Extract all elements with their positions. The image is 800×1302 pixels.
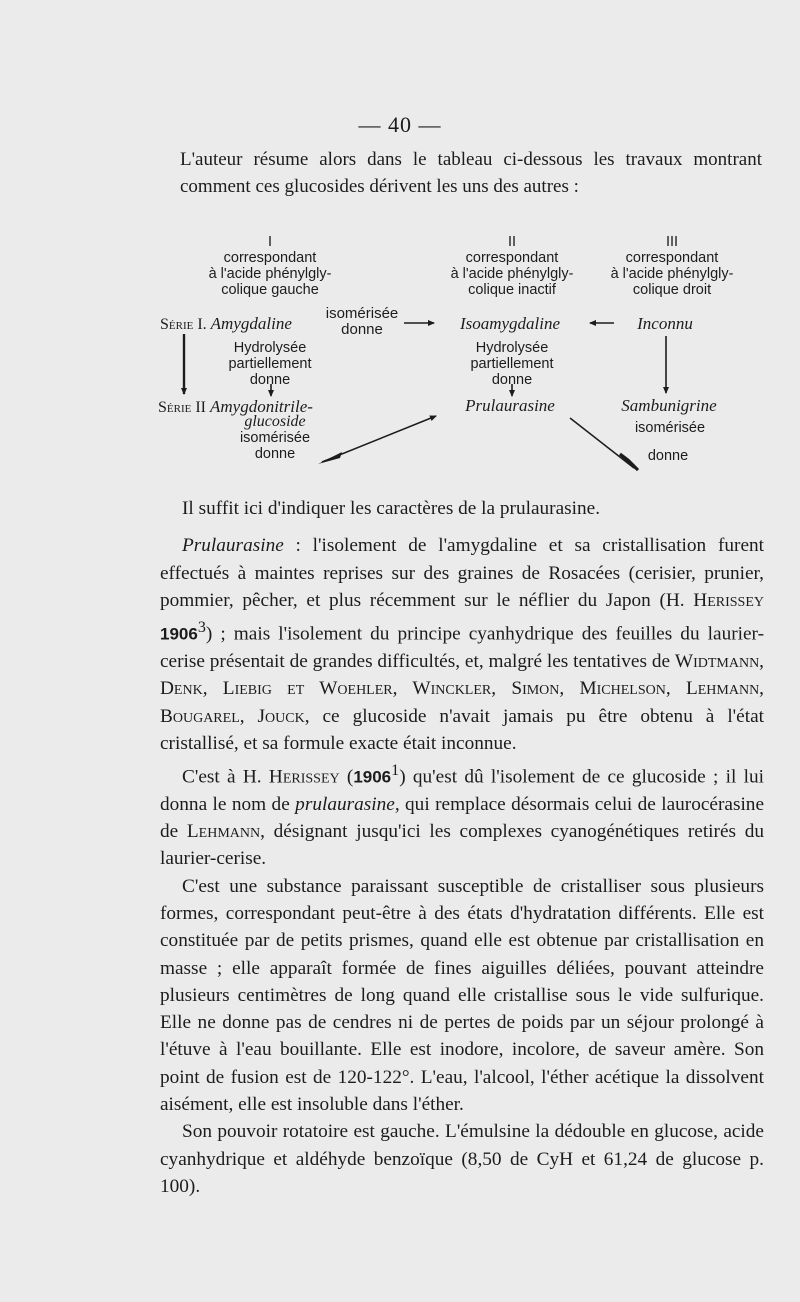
p1-sup: 3	[197, 619, 206, 637]
p2-term: prulaurasine	[295, 793, 395, 815]
p1-term: Prulaurasine	[182, 535, 284, 557]
serie1-row	[160, 314, 292, 334]
hydrolyse2-block	[442, 340, 582, 388]
inconnu-label: Inconnu	[637, 314, 693, 333]
diag-left-feather	[318, 452, 342, 464]
sambunigrine-label: Sambunigrine	[621, 396, 717, 415]
serie1-label: Série I.	[160, 316, 207, 333]
p2-year: 1906	[353, 767, 392, 787]
col1-header	[190, 234, 350, 298]
col2-numeral: II	[507, 234, 517, 250]
col1-line2: à l'acide phénylgly-	[208, 266, 332, 282]
diag-right-arrow	[570, 418, 634, 468]
p1-names: Widtmann, Denk, Liebig et Woehler, Winckler, Simon, Michelson, Lehmann, Bougarel, Jouck	[160, 650, 764, 727]
body-text	[160, 495, 764, 1200]
intro-paragraph	[160, 146, 762, 200]
paragraph-1	[160, 532, 764, 757]
paragraph-4: Son pouvoir rotatoire est gauche. L'émulsine la dédouble en glucose, acide cyanhydrique et aldéhyde benzoïque (8,50 de CyH et 61,24 de glucose p. 100).	[160, 1121, 764, 1197]
intro-text: L'auteur résume alors dans le tableau ci-dessous les travaux montrant comment ces glucosides dérivent les uns des autres :	[180, 149, 762, 197]
isomerise-right	[610, 420, 730, 436]
hydrolyse2-line1: Hydrolysée	[475, 340, 549, 356]
derivation-diagram	[0, 0, 800, 480]
isomerise-right-line2: donne	[647, 448, 689, 464]
paragraph-3: C'est une substance paraissant susceptible de cristalliser sous plusieurs formes, correspondant peut-être à des états d'hydratation différents. Elle est constituée par de petits prismes, quand elle est obtenue par cristallisation en masse ; elle apparaît formée de fines aiguilles déliées, pouvant atteindre plusieurs centimètres de long quand elle cristallise sous le vide sulfurique. Elle ne donne pas de cendres ni de pertes de poids par un séjour prolongé à l'étuve à l'eau bouillante. Elle est inodore, incolore, de saveur amère. Son point de fusion est de 120-122°. L'eau, l'alcool, l'éther acétique la dissolvent aisément, elle est insoluble dans l'éther.	[160, 875, 764, 1116]
col1-line1: correspondant	[223, 250, 317, 266]
isomerise-right-donne	[628, 448, 708, 464]
lead-paragraph: Il suffit ici d'indiquer les caractères de la prulaurasine.	[182, 498, 601, 519]
p2-text-c: , qui remplace désormais celui de laurocérasine de	[160, 793, 765, 843]
serie2-line3: isomérisée	[239, 430, 311, 446]
hydrolyse1-line1: Hydrolysée	[233, 340, 307, 356]
diag-right-head	[620, 454, 638, 470]
serie2-compound-line2: glucoside	[244, 413, 306, 430]
isomerise-top-line2: donne	[341, 321, 383, 338]
p2-text-b: ) qu'est dû l'isolement de ce glucoside ; il lui donna le nom de	[160, 766, 764, 815]
hydrolyse1-line2: partiellement	[228, 356, 312, 372]
diag-left-arrow	[322, 416, 436, 462]
serie2-label: Série II	[158, 399, 206, 416]
p2-author2: Lehmann	[186, 821, 261, 843]
col2-line3: colique inactif	[468, 282, 556, 298]
p2-sup: 1	[391, 762, 400, 780]
paragraph-2: C'est à H. Herissey (1906$^1$) qu'est dû l'isolement de ce glucoside ; il lui donna le nom de prulaurasine, qui remplace désormais celui de laurocérasine de Lehmann, désignant jusqu'ici les complexes cyanogénétiques retirés du laurier-cerise.	[160, 762, 765, 870]
isoamygdaline-label: Isoamygdaline	[459, 314, 561, 333]
isomerise-top-line1: isomérisée	[325, 305, 399, 322]
serie2-compound-line1: Amygdonitrile-	[210, 397, 313, 416]
col3-line1: correspondant	[625, 250, 719, 266]
serie1-compound: Amygdaline	[210, 314, 292, 333]
p1-year: 1906	[160, 624, 198, 644]
col3-header	[592, 234, 752, 298]
p1-author: Herissey	[693, 589, 764, 611]
col2-header	[432, 234, 592, 298]
p1-text-a: : l'isolement de l'amygdaline et sa cristallisation furent effectués à maintes reprises sur des graines de Rosacées (cerisier, prunier, pommier, pêcher, et plus récemment sur le néflier du Japon (H.	[160, 535, 764, 611]
diagram-arrows	[0, 0, 800, 480]
prulaurasine-label: Prulaurasine	[465, 396, 555, 415]
hydrolyse1-block	[200, 340, 340, 388]
serie2-sub	[230, 414, 320, 462]
col3-numeral: III	[665, 234, 679, 250]
col3-line2: à l'acide phénylgly-	[610, 266, 734, 282]
col2-line1: correspondant	[465, 250, 559, 266]
col1-numeral: I	[267, 234, 273, 250]
col3-line3: colique droit	[632, 282, 712, 298]
p1-text-b: ) ; mais l'isolement du principe cyanhydrique des feuilles du laurier-cerise présentait de grandes difficultés, et, malgré les tentatives de	[160, 623, 764, 672]
isomerise-right-line1: isomérisée	[634, 420, 706, 436]
p2-author: Herissey	[268, 766, 340, 788]
hydrolyse2-line3: donne	[491, 372, 533, 388]
col1-line3: colique gauche	[221, 282, 319, 298]
page-number: — 40 —	[358, 112, 442, 137]
col2-line2: à l'acide phénylgly-	[450, 266, 574, 282]
p1-text-c: , ce glucoside n'avait jamais pu être obtenu à l'état cristallisé, et sa formule exacte était inconnue.	[160, 705, 764, 754]
isomerise-top	[322, 306, 402, 338]
p2-text-a: C'est à H.	[182, 766, 269, 788]
p2-text-d: , désignant jusqu'ici les complexes cyanogénétiques retirés du laurier-cerise.	[160, 821, 764, 870]
hydrolyse1-line3: donne	[249, 372, 291, 388]
serie2-line4: donne	[254, 446, 296, 462]
serie2-row	[158, 397, 313, 417]
hydrolyse2-line2: partiellement	[470, 356, 554, 372]
